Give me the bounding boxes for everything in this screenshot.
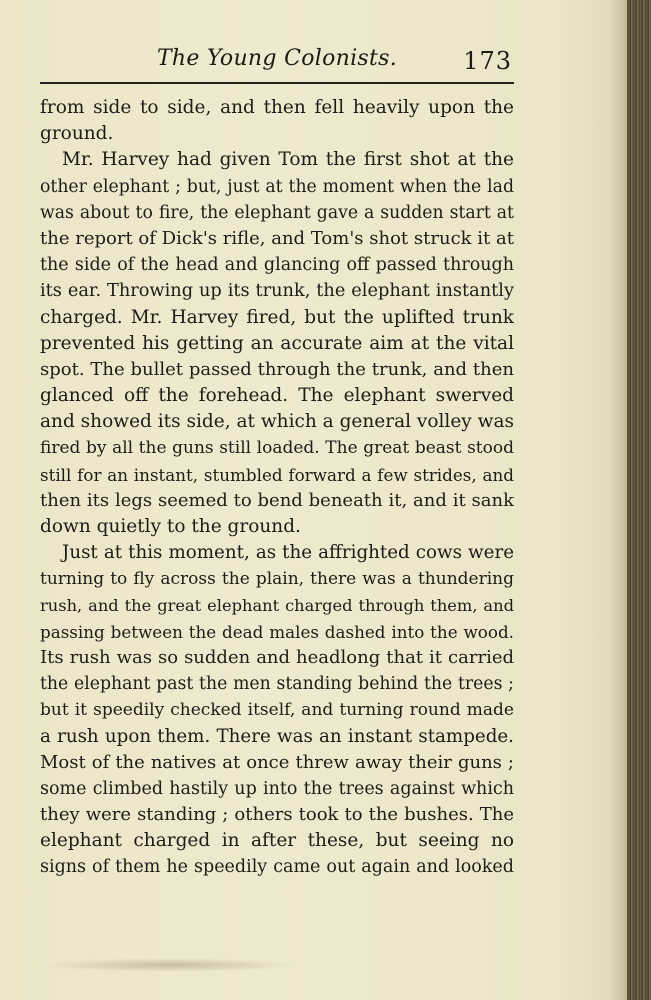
text-line: elephant charged in after these, but seeing no xyxy=(40,830,514,852)
text-line: but it speedily checked itself, and turning round made xyxy=(40,700,514,721)
header-rule xyxy=(40,82,514,84)
text-line: Mr. Harvey had given Tom the first shot at the xyxy=(62,149,514,171)
text-line: from side to side, and then fell heavily upon the xyxy=(40,97,514,118)
text-line: its ear. Throwing up its trunk, the elephant instantly xyxy=(40,281,514,302)
running-title: The Young Colonists. xyxy=(156,46,398,71)
text-line: Most of the natives at once threw away their guns ; xyxy=(40,751,514,773)
text-line: the elephant past the men standing behind the trees ; xyxy=(40,674,514,695)
text-line: glanced off the forehead. The elephant swerved xyxy=(40,385,514,407)
text-line: the side of the head and glancing off passed through xyxy=(40,255,514,276)
text-line: and showed its side, at which a general volley was xyxy=(40,411,514,433)
text-line: charged. Mr. Harvey fired, but the uplifted trunk xyxy=(40,306,514,328)
text-line: the report of Dick's rifle, and Tom's shot struck it at xyxy=(40,227,514,249)
page-smudge xyxy=(40,958,300,972)
text-line: signs of them he speedily came out again and looked xyxy=(40,857,514,878)
page-number: 173 xyxy=(463,47,512,75)
text-line: rush, and the great elephant charged through them, and xyxy=(40,595,514,615)
text-line: they were standing ; others took to the bushes. The xyxy=(40,804,514,826)
text-line: then its legs seemed to bend beneath it, and it sank xyxy=(40,489,514,511)
text-line: down quietly to the ground. xyxy=(40,516,301,537)
text-line: a rush upon them. There was an instant stampede. xyxy=(40,725,514,747)
book-binding-edge xyxy=(627,0,651,1000)
text-line: ground. xyxy=(40,123,114,145)
text-line: fired by all the guns still loaded. The great beast stood xyxy=(40,438,514,459)
text-line: other elephant ; but, just at the moment when the lad xyxy=(40,176,514,197)
text-line: some climbed hastily up into the trees against which xyxy=(40,778,514,799)
text-line: still for an instant, stumbled forward a few strides, and xyxy=(40,464,514,485)
text-line: Its rush was so sudden and headlong that it carried xyxy=(40,646,514,668)
text-line: prevented his getting an accurate aim at the vital xyxy=(40,332,514,354)
page-header xyxy=(40,42,514,82)
body-text xyxy=(40,95,514,881)
text-line: turning to fly across the plain, there was a thundering xyxy=(40,569,514,590)
text-line: spot. The bullet passed through the trunk, and then xyxy=(40,358,514,380)
text-line: was about to fire, the elephant gave a sudden start at xyxy=(40,202,514,223)
binding-shadow xyxy=(609,0,627,1000)
text-line: Just at this moment, as the affrighted cows were xyxy=(62,542,514,564)
text-line: passing between the dead males dashed into the wood. xyxy=(40,621,514,642)
